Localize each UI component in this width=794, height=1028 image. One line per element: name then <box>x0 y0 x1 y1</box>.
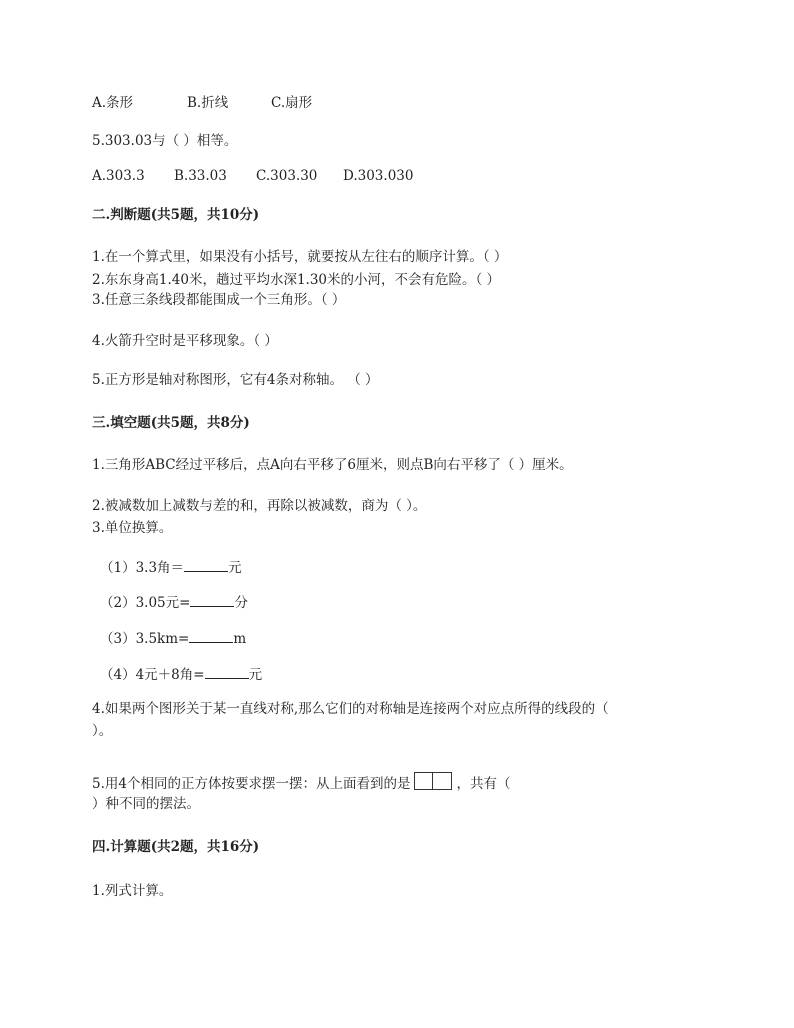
fill-item-2: 2.被减数加上减数与差的和，再除以被减数，商为（ ）。 <box>92 498 427 514</box>
question-5: 5.303.03与（ ）相等。 <box>92 133 238 149</box>
conversion-unit: 元 <box>228 560 242 576</box>
answer-blank[interactable] <box>190 592 234 607</box>
fill-item-3: 3.单位换算。 <box>92 520 173 536</box>
option-b: B.33.03 <box>174 168 227 184</box>
section-title-fill: 三.填空题(共5题，共8分) <box>92 415 250 431</box>
conversion-label: （1）3.3角＝ <box>100 560 185 576</box>
answer-blank[interactable] <box>205 664 249 679</box>
section-title-judgment: 二.判断题(共5题，共10分) <box>92 207 260 223</box>
fill-item-5-text-after: ，共有（ <box>456 776 511 792</box>
conversion-2 <box>100 592 248 612</box>
fill-item-5-line1 <box>92 772 510 793</box>
conversion-label: （2）3.05元= <box>100 595 191 611</box>
answer-blank[interactable] <box>189 628 233 643</box>
conversion-3 <box>100 628 246 648</box>
section-title-calculation: 四.计算题(共2题，共16分) <box>92 839 260 855</box>
conversion-4 <box>100 664 262 684</box>
judgment-item-1: 1.在一个算式里，如果没有小括号，就要按从左往右的顺序计算。（ ） <box>92 249 508 265</box>
judgment-item-2: 2.东东身高1.40米，趟过平均水深1.30米的小河，不会有危险。（ ） <box>92 272 501 288</box>
option-a: A.303.3 <box>92 168 145 184</box>
option-d: D.303.030 <box>343 168 414 184</box>
judgment-item-4: 4.火箭升空时是平移现象。（ ） <box>92 333 278 349</box>
conversion-unit: 分 <box>234 595 248 611</box>
conversion-unit: 元 <box>248 667 263 683</box>
option-c: C.扇形 <box>271 95 313 111</box>
judgment-item-3: 3.任意三条线段都能围成一个三角形。（ ） <box>92 292 346 308</box>
judgment-item-5: 5.正方形是轴对称图形，它有4条对称轴。 （ ） <box>92 372 379 388</box>
option-a: A.条形 <box>92 95 134 111</box>
fill-item-4-line2: ）。 <box>92 723 113 739</box>
two-squares-top-view-icon <box>414 772 452 790</box>
option-c: C.303.30 <box>256 168 318 184</box>
fill-item-1: 1.三角形ABC经过平移后，点A向右平移了6厘米，则点B向右平移了（ ）厘米。 <box>92 457 573 473</box>
conversion-label: （4）4元＋8角= <box>100 667 205 683</box>
fill-item-4-line1: 4.如果两个图形关于某一直线对称,那么它们的对称轴是连接两个对应点所得的线段的（ <box>92 701 609 717</box>
calc-item-1: 1.列式计算。 <box>92 883 173 899</box>
conversion-unit: m <box>233 631 247 647</box>
option-b: B.折线 <box>187 95 229 111</box>
fill-item-5-text-before: 5.用4个相同的正方体按要求摆一摆：从上面看到的是 <box>92 776 411 792</box>
conversion-1 <box>100 557 242 577</box>
fill-item-5-line2: ）种不同的摆法。 <box>92 796 200 812</box>
answer-blank[interactable] <box>184 557 228 572</box>
conversion-label: （3）3.5km= <box>100 631 190 647</box>
